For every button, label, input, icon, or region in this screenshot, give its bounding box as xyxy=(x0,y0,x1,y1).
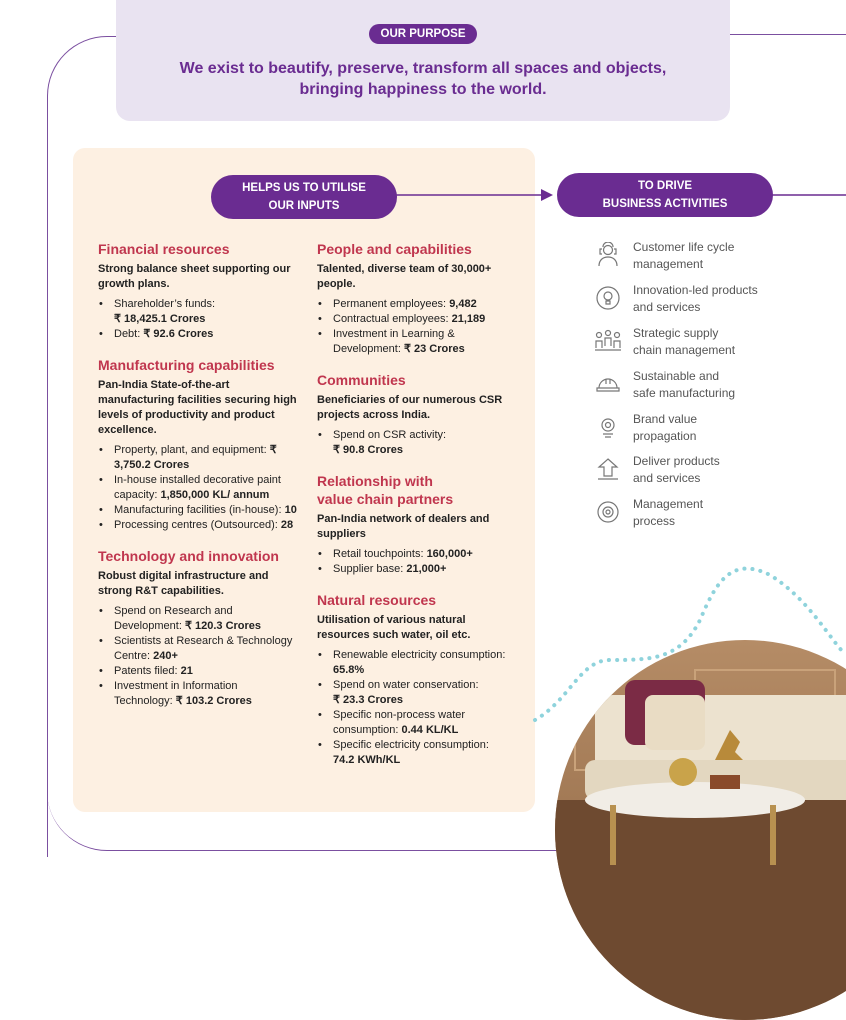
people-title: People and capabilities xyxy=(317,241,472,257)
bullet-label: Investment in Learning & Development: xyxy=(333,328,455,355)
activity-line1: Sustainable and xyxy=(633,369,720,383)
bullet-label: Spend on Research and Development: xyxy=(114,605,233,632)
activity-line2: management xyxy=(633,257,704,271)
activity-line2: and services xyxy=(633,471,701,485)
activity-line2: safe manufacturing xyxy=(633,386,736,400)
bullet-value: 74.2 KWh/KL xyxy=(333,754,401,766)
bullet-value: ₹ 120.3 Crores xyxy=(184,620,262,632)
bullet-label: Spend on CSR activity: xyxy=(333,429,447,441)
bullet-value: 21 xyxy=(180,665,193,677)
bullet-value: 240+ xyxy=(153,650,178,662)
bullet-label: Debt: xyxy=(114,328,141,340)
bullet-label: Scientists at Research & Technology Centre: xyxy=(114,635,293,662)
activity-line2: process xyxy=(633,514,676,528)
bullet-label: Spend on water conservation: xyxy=(333,679,479,691)
activity-line1: Brand value xyxy=(633,412,698,426)
activity-line2: and services xyxy=(633,300,701,314)
purpose-tag: OUR PURPOSE xyxy=(369,24,477,44)
purpose-statement-line2: bringing happiness to the world. xyxy=(299,81,547,98)
bullet-value: ₹ 92.6 Crores xyxy=(143,328,214,340)
bullet-label: Supplier base: xyxy=(333,563,404,575)
communities-desc: Beneficiaries of our numerous CSR projects across India. xyxy=(317,394,503,421)
bullet-value: 9,482 xyxy=(449,298,477,310)
inputs-pill-line2: OUR INPUTS xyxy=(268,200,340,212)
bullet-label: Manufacturing facilities (in-house): xyxy=(114,504,282,516)
bullet-label: Permanent employees: xyxy=(333,298,447,310)
relationship-desc: Pan-India network of dealers and suppliers xyxy=(317,513,490,540)
bullet-label: Specific electricity consumption: xyxy=(333,739,489,751)
bullet-label: Contractual employees: xyxy=(333,313,449,325)
activity-line1: Management xyxy=(633,497,704,511)
bullet-label: Processing centres (Outsourced): xyxy=(114,519,278,531)
activity-line1: Innovation-led products xyxy=(633,283,758,297)
bullet-value: 10 xyxy=(284,504,297,516)
bullet-value: ₹ 90.8 Crores xyxy=(333,444,403,456)
people-desc: Talented, diverse team of 30,000+ people. xyxy=(317,263,492,290)
bullet-label: Retail touchpoints: xyxy=(333,548,424,560)
activity-line2: chain management xyxy=(633,343,736,357)
bullet-label: In-house installed decorative paint capacity: xyxy=(114,474,281,501)
natural-desc: Utilisation of various natural resources such water, oil etc. xyxy=(317,614,471,641)
bullet-value: ₹ 18,425.1 Crores xyxy=(114,313,206,325)
activity-line2: propagation xyxy=(633,429,697,443)
financial-desc: Strong balance sheet supporting our growth plans. xyxy=(98,263,291,290)
natural-title: Natural resources xyxy=(317,592,437,608)
communities-title: Communities xyxy=(317,372,406,388)
bullet-label: Shareholder’s funds: xyxy=(114,298,216,310)
financial-title: Financial resources xyxy=(98,241,230,257)
manufacturing-title: Manufacturing capabilities xyxy=(98,357,275,373)
bullet-value: ₹ 103.2 Crores xyxy=(175,695,252,707)
bullet-value: 160,000+ xyxy=(426,548,473,560)
activity-line1: Strategic supply xyxy=(633,326,719,340)
bullet-value: 65.8% xyxy=(333,664,365,676)
bullet-value: ₹ 23.3 Crores xyxy=(333,694,403,706)
manufacturing-desc: Pan-India State-of-the-art manufacturing facilities securing high levels of productivity and product excellence. xyxy=(98,379,297,436)
bullet-label: Investment in Information Technology: xyxy=(114,680,238,707)
bullet-value: 21,189 xyxy=(451,313,486,325)
bullet-label: Specific non-process water consumption: xyxy=(333,709,466,736)
bullet-label: Patents filed: xyxy=(114,665,178,677)
activity-line1: Customer life cycle xyxy=(633,240,735,254)
technology-title: Technology and innovation xyxy=(98,548,279,564)
bullet-value: 0.44 KL/KL xyxy=(401,724,459,736)
technology-desc: Robust digital infrastructure and strong R&T capabilities. xyxy=(98,570,269,597)
bullet-value: 21,000+ xyxy=(406,563,447,575)
drive-pill-line1: TO DRIVE xyxy=(637,180,693,192)
bullet-value: 1,850,000 KL/ annum xyxy=(160,489,270,501)
activity-line1: Deliver products xyxy=(633,454,720,468)
drive-pill-line2: BUSINESS ACTIVITIES xyxy=(602,198,728,210)
inputs-pill-line1: HELPS US TO UTILISE xyxy=(242,182,366,194)
bullet-value: ₹ 3,750.2 Crores xyxy=(114,444,277,471)
bullet-label: Property, plant, and equipment: xyxy=(114,444,267,456)
purpose-statement-line1: We exist to beautify, preserve, transform all spaces and objects, xyxy=(179,60,667,77)
bullet-value: ₹ 23 Crores xyxy=(403,343,465,355)
bullet-value: 28 xyxy=(280,519,294,531)
relationship-title-line1: Relationship with xyxy=(317,473,433,489)
bullet-label: Renewable electricity consumption: xyxy=(333,649,506,661)
relationship-title-line2: value chain partners xyxy=(317,491,454,507)
